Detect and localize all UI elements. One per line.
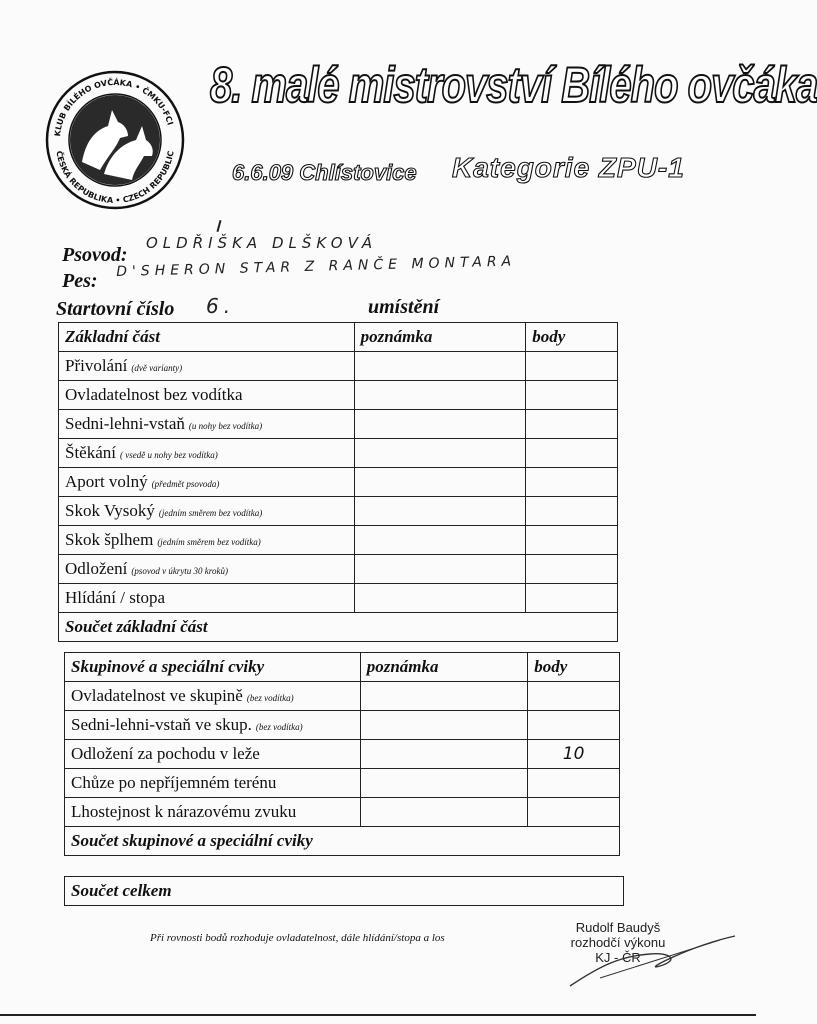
dog-label: Pes: [62, 270, 98, 292]
note-cell [360, 798, 528, 827]
table-row [59, 555, 618, 584]
table-row [65, 711, 620, 740]
exercise-label: Hlídání / stopa [65, 588, 166, 607]
note-header: poznámka [354, 323, 526, 352]
exercise-label: Přivolání [65, 356, 128, 375]
group-table [64, 652, 620, 856]
table-row [59, 410, 618, 439]
basic-table [58, 322, 618, 642]
exercise-label: Skok Vysoký [65, 501, 155, 520]
date-place: 6.6.09 Chlístovice [232, 160, 417, 185]
exercise-label: Sedni-lehni-vstaň ve skup. [71, 715, 252, 734]
exercise-note: (bez vodítka) [255, 722, 303, 732]
table-row [59, 584, 618, 613]
grand-total-label: Součet celkem [65, 877, 532, 906]
note-cell [354, 497, 526, 526]
table-total-row [65, 827, 620, 856]
note-cell [354, 410, 526, 439]
basic-total-label: Součet základní část [59, 613, 526, 642]
table-row [65, 798, 620, 827]
svg-text:KLUB BÍLÉHO OVČÁKA • ČMKU-FCI: KLUB BÍLÉHO OVČÁKA • ČMKU-FCI [53, 77, 175, 137]
exercise-label: Chůze po nepříjemném terénu [71, 773, 277, 792]
exercise-label: Štěkání [65, 443, 116, 462]
grand-total-value [532, 877, 624, 906]
note-header: poznámka [360, 653, 528, 682]
note-cell [354, 526, 526, 555]
table-header-row [59, 323, 618, 352]
note-cell [354, 555, 526, 584]
start-number-label: Startovní číslo [56, 298, 175, 320]
grand-total-table [64, 876, 624, 906]
page-title: 8. malé mistrovství Bílého ovčáka [210, 58, 817, 113]
judge-org: KJ - ČR [595, 950, 641, 965]
exercise-label: Lhostejnost k nárazovému zvuku [71, 802, 297, 821]
exercise-label: Odložení za pochodu v leže [71, 744, 260, 763]
exercise-label: Ovladatelnost bez vodítka [65, 385, 243, 404]
table-total-row [59, 613, 618, 642]
note-cell [360, 740, 528, 769]
note-cell [360, 769, 528, 798]
note-cell [354, 584, 526, 613]
group-header: Skupinové a speciální cviky [65, 653, 361, 682]
table-row [65, 682, 620, 711]
exercise-note: (psovod v úkrytu 30 kroků) [131, 566, 228, 576]
exercise-label: Sedni-lehni-vstaň [65, 414, 185, 433]
handler-value: OLDŘIŠKA DLŠKOVÁ [146, 234, 378, 252]
points-cell: 10 [562, 744, 585, 764]
table-total-row [65, 877, 624, 906]
table-row [59, 381, 618, 410]
exercise-label: Odložení [65, 559, 128, 578]
table-header-row [65, 653, 620, 682]
note-cell [354, 381, 526, 410]
judge-role: rozhodčí výkonu [570, 935, 666, 950]
group-total-label: Součet skupinové a speciální cviky [65, 827, 528, 856]
points-header: body [528, 653, 620, 682]
exercise-note: (předmět psovoda) [151, 479, 220, 489]
table-row [59, 497, 618, 526]
group-total-value [528, 827, 620, 856]
note-cell [354, 468, 526, 497]
start-number-value: 6. [206, 294, 236, 318]
pen-mark [216, 220, 221, 232]
basic-total-value [526, 613, 618, 642]
table-row [59, 468, 618, 497]
table-row [65, 740, 620, 769]
exercise-note: (jedním směrem bez vodítka) [157, 537, 261, 547]
tie-break-note: Při rovnosti bodů rozhoduje ovladatelnost, dále hlídání/stopa a los [150, 932, 445, 944]
exercise-note: (dvě varianty) [131, 363, 183, 373]
table-row [59, 352, 618, 381]
exercise-note: ( vsedě u nohy bez vodítka) [120, 450, 218, 460]
judge-signature [560, 926, 750, 996]
exercise-label: Ovladatelnost ve skupině [71, 686, 243, 705]
scan-edge [0, 1014, 756, 1016]
dog-value: D'SHERON STAR Z RANČE MONTARA [116, 253, 517, 280]
note-cell [360, 682, 528, 711]
exercise-note: (jedním směrem bez vodítka) [158, 508, 263, 518]
note-cell [354, 439, 526, 468]
exercise-label: Skok šplhem [65, 530, 154, 549]
placement-label: umístění [368, 296, 440, 318]
exercise-note: (u nohy bez vodítka) [188, 421, 263, 431]
table-row [59, 439, 618, 468]
table-row [65, 769, 620, 798]
judge-name: Rudolf Baudyš [575, 920, 661, 935]
two-white-shepherds-emblem [70, 95, 160, 185]
points-header: body [526, 323, 618, 352]
note-cell [360, 711, 528, 740]
handler-label: Psovod: [62, 244, 128, 266]
category-label: Kategorie ZPU-1 [452, 152, 685, 183]
club-logo [42, 70, 188, 210]
exercise-label: Aport volný [65, 472, 148, 491]
table-row [59, 526, 618, 555]
note-cell [354, 352, 526, 381]
svg-text:ČESKÁ REPUBLIKA • CZECH REPUBL: ČESKÁ REPUBLIKA • CZECH REPUBLIC [54, 150, 176, 206]
basic-header: Základní část [59, 323, 355, 352]
exercise-note: (bez vodítka) [246, 693, 294, 703]
